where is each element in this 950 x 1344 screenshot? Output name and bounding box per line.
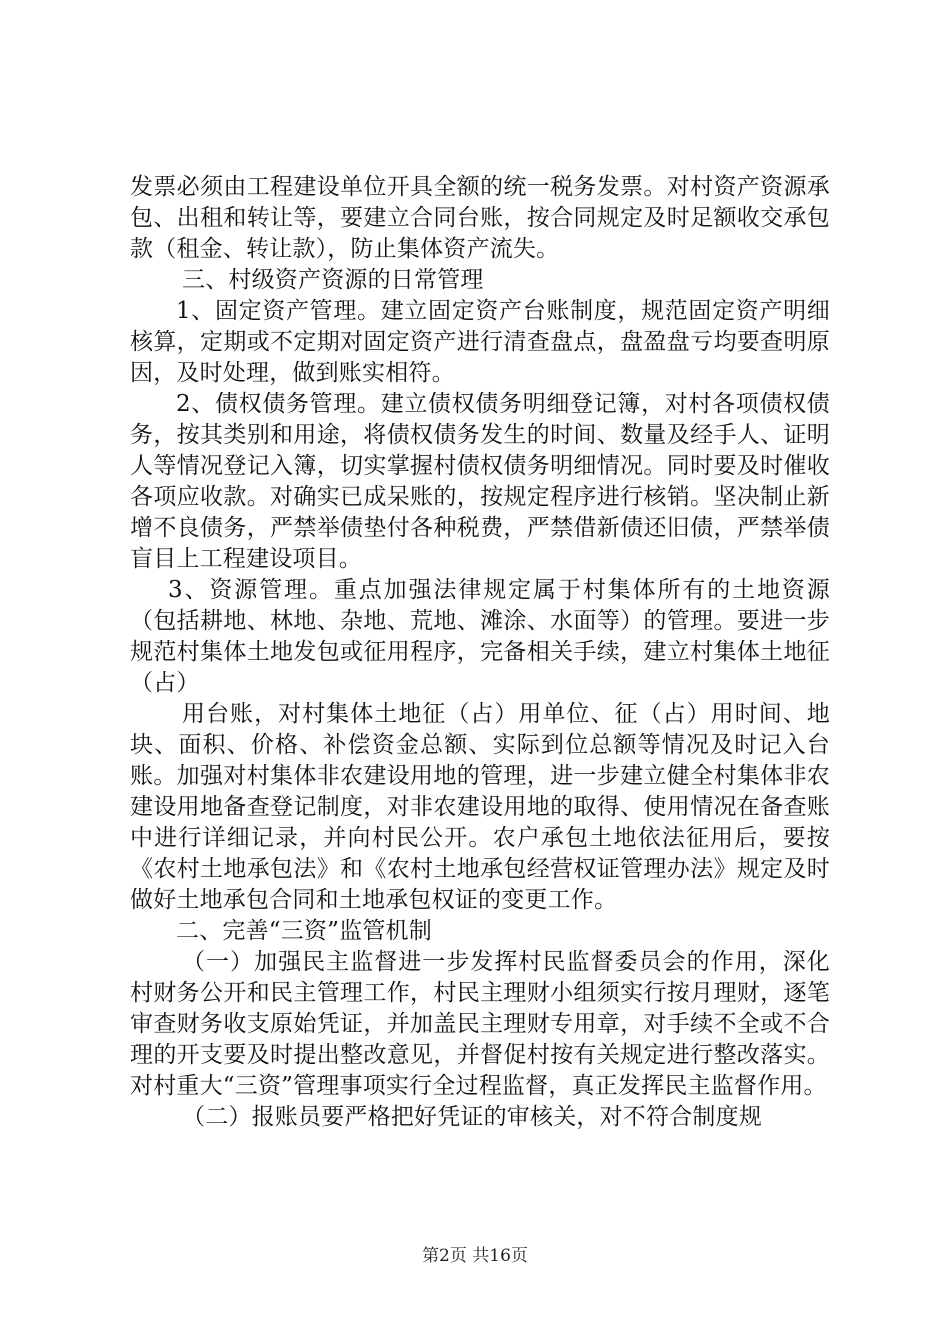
- paragraph-fixed-assets: 1、固定资产管理。建立固定资产台账制度，规范固定资产明细核算，定期或不定期对固定资产进行清查盘点，盘盈盘亏均要查明原因，及时处理，做到账实相符。: [130, 298, 830, 386]
- section-heading-supervision-mechanism: 二、完善“三资”监管机制: [176, 918, 432, 944]
- section-heading-daily-management: 三、村级资产资源的日常管理: [182, 267, 484, 293]
- paragraph-accountant-review: （二）报账员要严格把好凭证的审核关，对不符合制度规: [182, 1104, 762, 1130]
- page-number: 第2页 共16页: [422, 1246, 528, 1266]
- paragraph-land-ledger: 用台账，对村集体土地征（占）用单位、征（占）用时间、地块、面积、价格、补偿资金总额、实际到位总额等情况及时记入台账。加强对村集体非农建设用地的管理，进一步建立健全村集体非农建设用地备查登记制度，对非农建设用地的取得、使用情况在备查账中进行详细记录，并向村民公开。农户承包土地依法征用后，要按《农村土地承包法》和《农村土地承包经营权证管理办法》规定及时做好土地承包合同和土地承包权证的变更工作。: [130, 701, 830, 913]
- document-body: [130, 172, 830, 1133]
- paragraph-invoice-contract: 发票必须由工程建设单位开具全额的统一税务发票。对村资产资源承包、出租和转让等，要建立合同台账，按合同规定及时足额收交承包款（租金、转让款），防止集体资产流失。: [130, 174, 830, 262]
- paragraph-democratic-supervision: （一）加强民主监督进一步发挥村民监督委员会的作用，深化村财务公开和民主管理工作，村民主理财小组须实行按月理财，逐笔审查财务收支原始凭证，并加盖民主理财专用章，对手续不全或不合理的开支要及时提出整改意见，并督促村按有关规定进行整改落实。对村重大“三资”管理事项实行全过程监督，真正发挥民主监督作用。: [130, 949, 830, 1099]
- paragraph-resource-management: 3、资源管理。重点加强法律规定属于村集体所有的土地资源（包括耕地、林地、杂地、荒地、滩涂、水面等）的管理。要进一步规范村集体土地发包或征用程序，完备相关手续，建立村集体土地征（占）: [130, 577, 830, 696]
- paragraph-debt-management: 2、债权债务管理。建立债权债务明细登记簿，对村各项债权债务，按其类别和用途，将债权债务发生的时间、数量及经手人、证明人等情况登记入簿，切实掌握村债权债务明细情况。同时要及时催收各项应收款。对确实已成呆账的，按规定程序进行核销。坚决制止新增不良债务，严禁举债垫付各种税费，严禁借新债还旧债，严禁举债盲目上工程建设项目。: [130, 391, 830, 572]
